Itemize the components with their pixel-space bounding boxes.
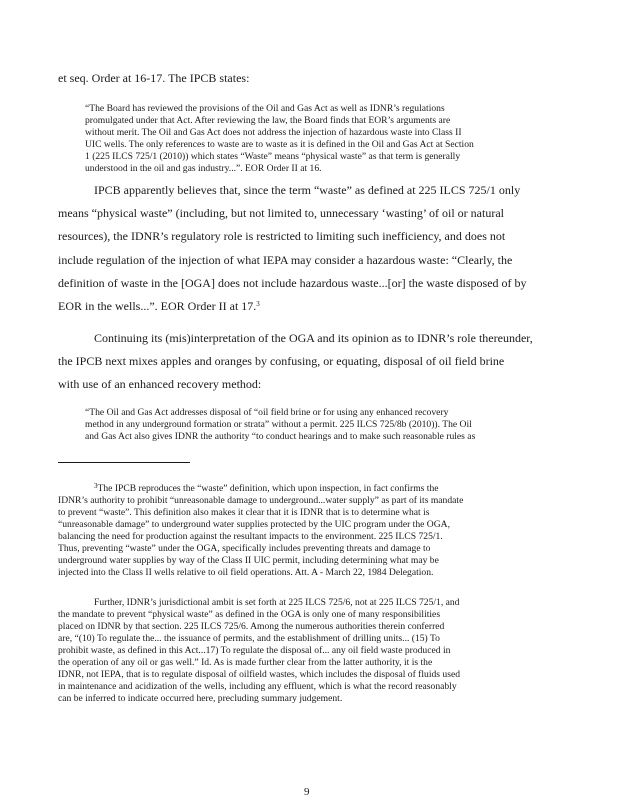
quote-line: 1 (225 ILCS 725/1 (2010)) which states “Waste” means “physical waste” as that term is generally — [85, 151, 461, 162]
footnote-line: are, “(10) To regulate the... the issuance of permits, and the establishment of drilling units... (15) To — [58, 633, 440, 644]
footnote-line: the operation of any oil or gas well.” Id. As is made further clear from the latter authority, it is the — [58, 657, 433, 668]
quote-line: understood in the oil and gas industry...”. EOR Order II at 16. — [85, 163, 322, 174]
footnote-line: IDNR’s authority to prohibit “unreasonable damage to underground...water supply” as part of its mandate — [58, 495, 464, 506]
quote-line: without merit. The Oil and Gas Act does not address the injection of hazardous waste into Class II — [85, 127, 462, 138]
footnote-line: prohibit waste, as defined in this Act...17) To regulate the disposal of... any oil field waste produced in — [58, 645, 451, 656]
body-text-segment: EOR in the wells...”. EOR Order II at 17. — [58, 299, 257, 313]
quote-line: “The Board has reviewed the provisions of the Oil and Gas Act as well as IDNR’s regulations — [85, 103, 445, 114]
footnote-line — [94, 483, 439, 494]
footnote-line: “unreasonable damage” to underground water supplies protected by the UIC program under the OGA, — [58, 519, 450, 530]
quote-line: promulgated under that Act. After reviewing the law, the Board finds that EOR’s arguments are — [85, 115, 451, 126]
quote-line: “The Oil and Gas Act addresses disposal of “oil field brine or for using any enhanced recovery — [85, 407, 449, 418]
footnote-line: underground water supplies by way of the Class II UIC permit, including determining what may be — [58, 555, 439, 566]
body-text-line: include regulation of the injection of what IEPA may consider a hazardous waste: “Clearly, the — [58, 253, 513, 267]
body-text-line: IPCB apparently believes that, since the term “waste” as defined at 225 ILCS 725/1 only — [94, 183, 521, 197]
quote-line: method in any underground formation or strata” without a permit. 225 ILCS 725/8b (2010)). The Oil — [85, 419, 472, 430]
body-text-line: with use of an enhanced recovery method: — [58, 377, 262, 391]
body-text-line: Continuing its (mis)interpretation of the OGA and its opinion as to IDNR’s role thereunder, — [94, 331, 533, 345]
footnote-line: in maintenance and acidization of the wells, including any effluent, which is what the record reasonably — [58, 681, 457, 692]
body-text-line: the IPCB next mixes apples and oranges by confusing, or equating, disposal of oil field brine — [58, 354, 505, 368]
body-text-line — [58, 300, 260, 312]
body-text-line: means “physical waste” (including, but not limited to, unnecessary ‘wasting’ of oil or natural — [58, 206, 504, 220]
footnote-separator — [58, 462, 190, 463]
footnote-line: placed on IDNR by that section. 225 ILCS 725/6. Among the numerous authorities therein conferred — [58, 621, 445, 632]
footnote-line: Thus, preventing “waste” under the OGA, specifically includes preventing threats and damage to — [58, 543, 431, 554]
quote-line: and Gas Act also gives IDNR the authority “to conduct hearings and to make such reasonable rules as — [85, 431, 476, 442]
footnote-line: Further, IDNR’s jurisdictional ambit is set forth at 225 ILCS 725/6, not at 225 ILCS 725/1, and — [94, 597, 460, 608]
footnote-text: The IPCB reproduces the “waste” definition, which upon inspection, in fact confirms the — [97, 483, 439, 494]
body-text-line: resources), the IDNR’s regulatory role is restricted to limiting such inefficiency, and does not — [58, 229, 506, 243]
footnote-line: balancing the need for production against the resultant impacts to the environment. 225 ILCS 725/1. — [58, 531, 443, 542]
footnote-line: injected into the Class II wells relative to oil field operations. Att. A - March 22, 1984 Delegation. — [58, 567, 434, 578]
footnote-line: the mandate to prevent “physical waste” as defined in the OGA is only one of many responsibilities — [58, 609, 441, 620]
body-text-line: definition of waste in the [OGA] does not include hazardous waste...[or] the waste disposed of by — [58, 276, 527, 290]
footnote-ref: 3 — [256, 300, 260, 308]
footnote-line: IDNR, not IEPA, that is to regulate disposal of oilfield wastes, which includes the disposal of fluids used — [58, 669, 460, 680]
footnote-line: to prevent “waste”. This definition also makes it clear that it is IDNR that is to determine what is — [58, 507, 430, 518]
page-number: 9 — [304, 786, 310, 798]
quote-line: UIC wells. The only references to waste are to waste as it is defined in the Oil and Gas Act at Section — [85, 139, 474, 150]
footnote-marker: 3 — [94, 482, 98, 490]
body-text-line: et seq. Order at 16-17. The IPCB states: — [58, 71, 250, 85]
footnote-line: can be inferred to indicate occurred here, precluding summary judgement. — [58, 693, 343, 704]
